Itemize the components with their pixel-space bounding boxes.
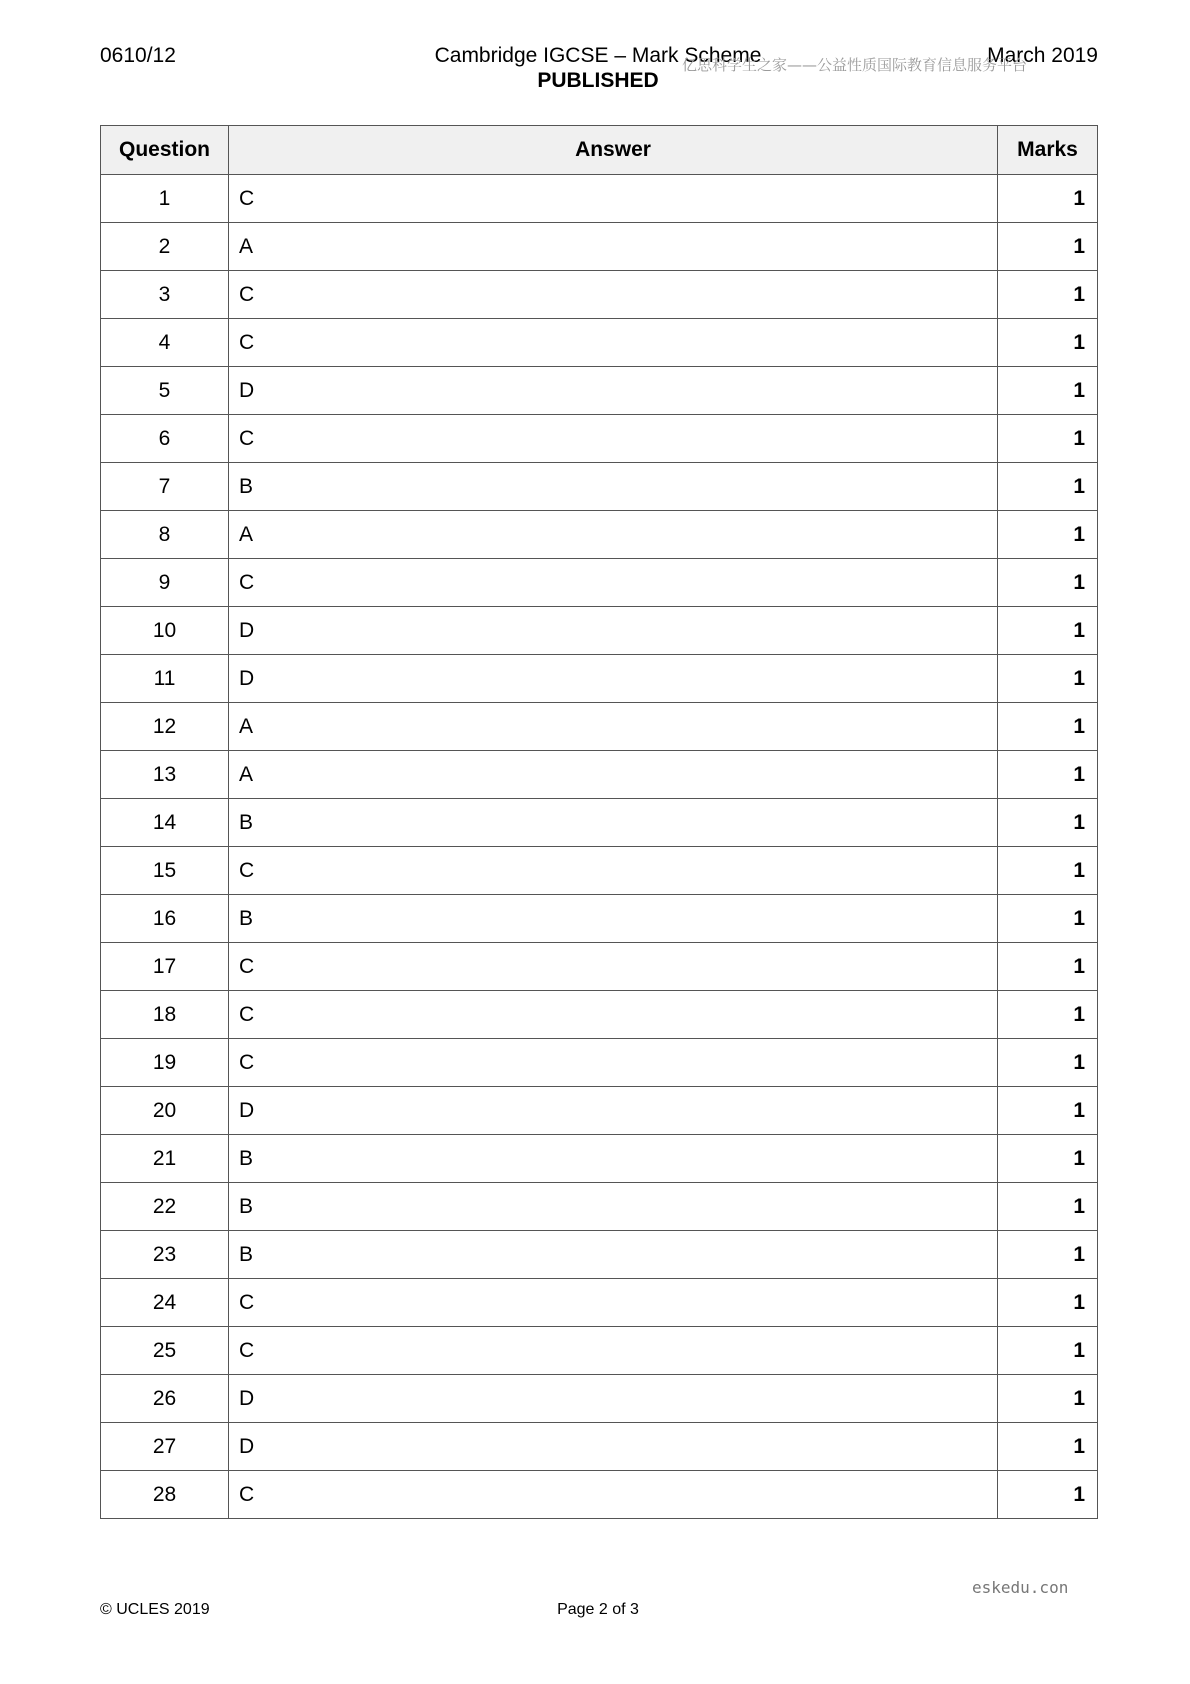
copyright: © UCLES 2019 (100, 1601, 210, 1618)
table-row (101, 1375, 1098, 1423)
answer-cell: C (229, 415, 998, 463)
marks-cell: 1 (998, 1231, 1098, 1279)
marks-cell: 1 (998, 511, 1098, 559)
watermark-text: 亿思科学生之家——公益性质国际教育信息服务平台 (682, 56, 1028, 74)
answer-cell: C (229, 943, 998, 991)
table-row (101, 1231, 1098, 1279)
table-row (101, 1183, 1098, 1231)
answer-cell: B (229, 799, 998, 847)
answer-cell: B (229, 1231, 998, 1279)
table-row (101, 943, 1098, 991)
marks-cell: 1 (998, 943, 1098, 991)
marks-cell: 1 (998, 1183, 1098, 1231)
table-row (101, 223, 1098, 271)
table-row (101, 367, 1098, 415)
doc-code: 0610/12 (100, 44, 176, 67)
answer-cell: C (229, 1279, 998, 1327)
question-cell: 21 (101, 1135, 229, 1183)
marks-cell: 1 (998, 991, 1098, 1039)
marks-cell: 1 (998, 895, 1098, 943)
answer-cell: C (229, 271, 998, 319)
question-cell: 5 (101, 367, 229, 415)
question-cell: 19 (101, 1039, 229, 1087)
table-row (101, 1471, 1098, 1519)
answer-cell: C (229, 1471, 998, 1519)
marks-cell: 1 (998, 1327, 1098, 1375)
marks-cell: 1 (998, 1039, 1098, 1087)
answer-cell: C (229, 175, 998, 223)
mark-scheme-table (100, 125, 1098, 1519)
table-row (101, 559, 1098, 607)
marks-cell: 1 (998, 367, 1098, 415)
question-cell: 28 (101, 1471, 229, 1519)
answer-cell: D (229, 367, 998, 415)
table-row (101, 703, 1098, 751)
table-row (101, 751, 1098, 799)
answer-cell: D (229, 1375, 998, 1423)
table-row (101, 1279, 1098, 1327)
answer-cell: A (229, 751, 998, 799)
marks-cell: 1 (998, 1279, 1098, 1327)
question-cell: 9 (101, 559, 229, 607)
answer-cell: B (229, 1135, 998, 1183)
answer-cell: A (229, 223, 998, 271)
question-cell: 10 (101, 607, 229, 655)
question-cell: 25 (101, 1327, 229, 1375)
table-row (101, 271, 1098, 319)
question-cell: 22 (101, 1183, 229, 1231)
header-question: Question (101, 126, 229, 175)
answer-cell: A (229, 703, 998, 751)
question-cell: 24 (101, 1279, 229, 1327)
marks-cell: 1 (998, 223, 1098, 271)
question-cell: 2 (101, 223, 229, 271)
question-cell: 15 (101, 847, 229, 895)
question-cell: 26 (101, 1375, 229, 1423)
answer-cell: C (229, 847, 998, 895)
table-row (101, 511, 1098, 559)
table-row (101, 607, 1098, 655)
question-cell: 13 (101, 751, 229, 799)
question-cell: 18 (101, 991, 229, 1039)
marks-cell: 1 (998, 1375, 1098, 1423)
header-answer: Answer (229, 126, 998, 175)
answer-cell: C (229, 319, 998, 367)
table-header-row (101, 126, 1098, 175)
table-row (101, 1039, 1098, 1087)
table-row (101, 1135, 1098, 1183)
marks-cell: 1 (998, 607, 1098, 655)
question-cell: 11 (101, 655, 229, 703)
answer-cell: D (229, 1087, 998, 1135)
question-cell: 20 (101, 1087, 229, 1135)
marks-cell: 1 (998, 1087, 1098, 1135)
question-cell: 27 (101, 1423, 229, 1471)
question-cell: 4 (101, 319, 229, 367)
question-cell: 1 (101, 175, 229, 223)
table-row (101, 319, 1098, 367)
marks-cell: 1 (998, 463, 1098, 511)
answer-cell: D (229, 1423, 998, 1471)
question-cell: 16 (101, 895, 229, 943)
question-cell: 3 (101, 271, 229, 319)
answer-cell: D (229, 607, 998, 655)
answer-cell: B (229, 895, 998, 943)
question-cell: 8 (101, 511, 229, 559)
table-row (101, 463, 1098, 511)
marks-cell: 1 (998, 319, 1098, 367)
marks-cell: 1 (998, 415, 1098, 463)
answer-cell: B (229, 463, 998, 511)
marks-cell: 1 (998, 799, 1098, 847)
doc-session: March 2019 (987, 44, 1098, 67)
question-cell: 14 (101, 799, 229, 847)
answer-cell: D (229, 655, 998, 703)
answer-cell: C (229, 559, 998, 607)
doc-title: Cambridge IGCSE – Mark Scheme (434, 44, 762, 67)
question-cell: 7 (101, 463, 229, 511)
answer-cell: B (229, 1183, 998, 1231)
table-row (101, 1423, 1098, 1471)
marks-cell: 1 (998, 1135, 1098, 1183)
marks-cell: 1 (998, 559, 1098, 607)
question-cell: 23 (101, 1231, 229, 1279)
answer-cell: C (229, 1327, 998, 1375)
header-marks: Marks (998, 126, 1098, 175)
page-number: Page 2 of 3 (557, 1601, 639, 1618)
answer-cell: A (229, 511, 998, 559)
marks-cell: 1 (998, 1423, 1098, 1471)
table-row (101, 847, 1098, 895)
table-row (101, 415, 1098, 463)
marks-cell: 1 (998, 1471, 1098, 1519)
table-row (101, 991, 1098, 1039)
doc-status: PUBLISHED (537, 69, 659, 92)
table-row (101, 655, 1098, 703)
table-row (101, 175, 1098, 223)
marks-cell: 1 (998, 703, 1098, 751)
answer-cell: C (229, 1039, 998, 1087)
site-mark: eskedu.con (972, 1578, 1069, 1597)
table-row (101, 799, 1098, 847)
table-row (101, 1327, 1098, 1375)
marks-cell: 1 (998, 175, 1098, 223)
marks-cell: 1 (998, 751, 1098, 799)
question-cell: 6 (101, 415, 229, 463)
answer-cell: C (229, 991, 998, 1039)
marks-cell: 1 (998, 847, 1098, 895)
marks-cell: 1 (998, 271, 1098, 319)
marks-cell: 1 (998, 655, 1098, 703)
table-row (101, 895, 1098, 943)
table-row (101, 1087, 1098, 1135)
question-cell: 17 (101, 943, 229, 991)
question-cell: 12 (101, 703, 229, 751)
